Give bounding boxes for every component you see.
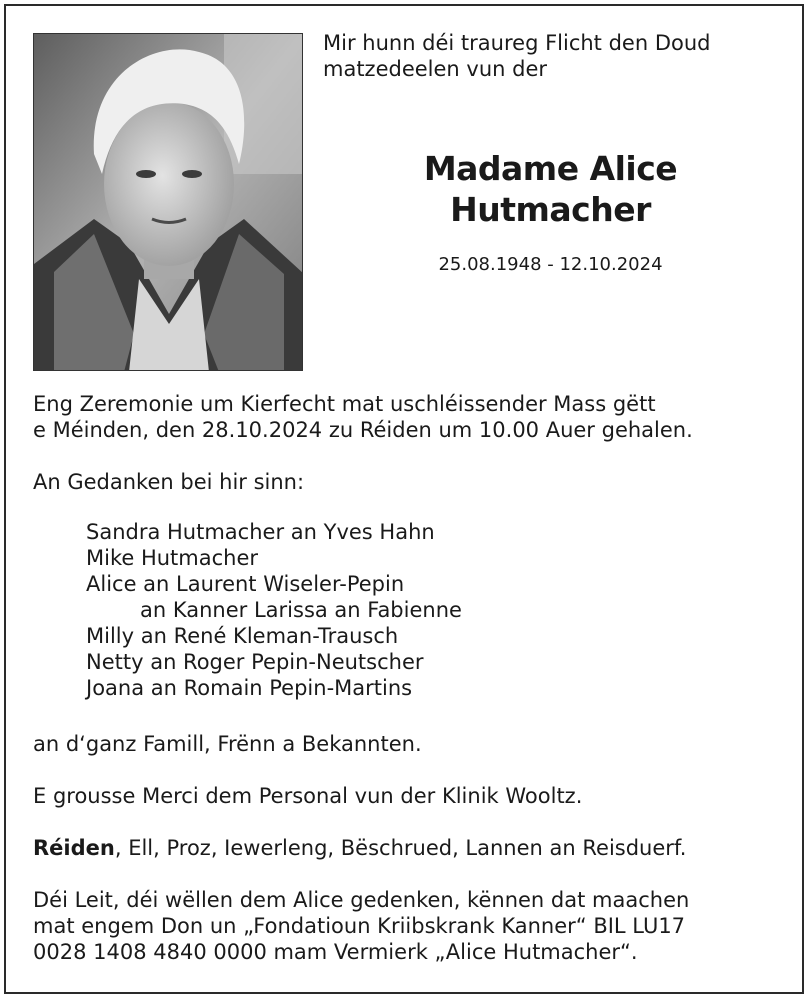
portrait-photo-icon bbox=[33, 33, 303, 371]
name-line: Madame Alice bbox=[423, 149, 678, 188]
list-item: an Kanner Larissa an Fabienne bbox=[140, 598, 462, 622]
ceremony-line: e Méinden, den 28.10.2024 zu Réiden um 10.00 Auer gehalen. bbox=[33, 418, 693, 442]
donation-text bbox=[33, 887, 689, 965]
donation-line: mat engem Don un „Fondatioun Kriibskrank Kanner“ BIL LU17 bbox=[33, 914, 686, 938]
places-line bbox=[33, 835, 686, 861]
intro-line: matzedeelen vun der bbox=[323, 57, 548, 81]
ceremony-line: Eng Zeremonie um Kierfecht mat uschléissender Mass gëtt bbox=[33, 392, 656, 416]
donation-line: 0028 1408 4840 0000 mam Vermierk „Alice Hutmacher“. bbox=[33, 940, 638, 964]
places-bold: Réiden bbox=[33, 836, 115, 860]
mourners-list bbox=[86, 519, 462, 701]
life-dates: 25.08.1948 - 12.10.2024 bbox=[438, 254, 663, 275]
places-rest: , Ell, Proz, Iewerleng, Bëschrued, Lannen an Reisduerf. bbox=[114, 836, 687, 860]
list-item: Mike Hutmacher bbox=[86, 546, 259, 570]
family-line: an d‘ganz Famill, Frënn a Bekannten. bbox=[33, 732, 422, 756]
name-line: Hutmacher bbox=[450, 190, 651, 229]
deceased-name bbox=[323, 148, 778, 230]
intro-text bbox=[323, 30, 783, 82]
thoughts-heading: An Gedanken bei hir sinn: bbox=[33, 470, 305, 494]
list-item: Milly an René Kleman-Trausch bbox=[86, 624, 399, 648]
thanks-line: E grousse Merci dem Personal vun der Klinik Wooltz. bbox=[33, 784, 583, 808]
list-item: Joana an Romain Pepin-Martins bbox=[86, 676, 413, 700]
list-item: Netty an Roger Pepin-Neutscher bbox=[86, 650, 424, 674]
list-item: Sandra Hutmacher an Yves Hahn bbox=[86, 520, 435, 544]
list-item: Alice an Laurent Wiseler-Pepin bbox=[86, 572, 405, 596]
donation-line: Déi Leit, déi wëllen dem Alice gedenken, kënnen dat maachen bbox=[33, 888, 690, 912]
ceremony-text bbox=[33, 391, 693, 443]
intro-line: Mir hunn déi traureg Flicht den Doud bbox=[323, 31, 711, 55]
